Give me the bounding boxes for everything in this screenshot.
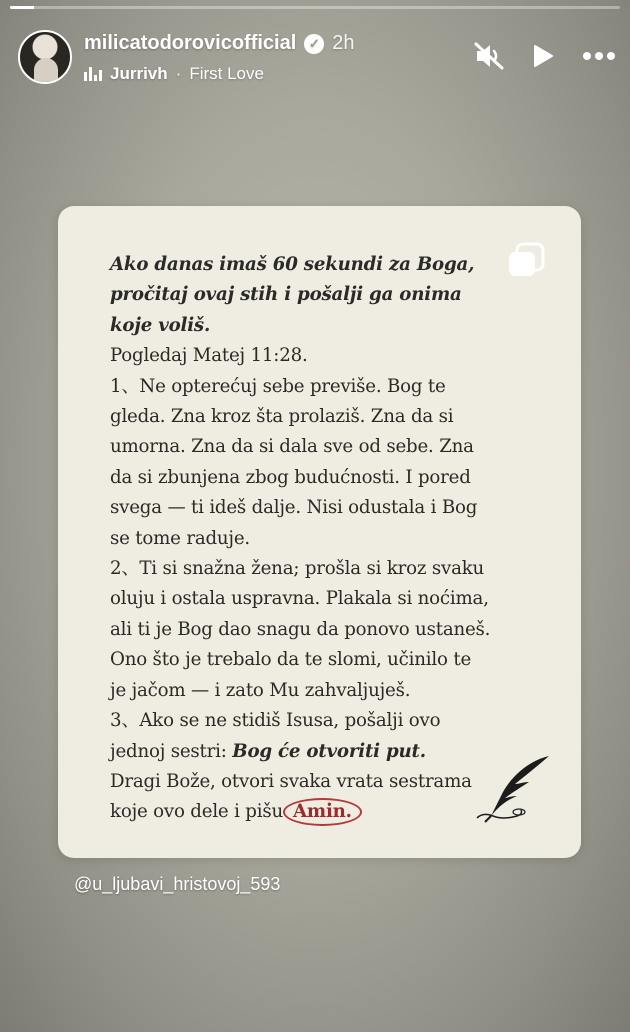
quote-line-text: je jačom — i zato Mu zahvaljuješ. (110, 679, 411, 701)
speaker-muted-icon[interactable] (474, 42, 504, 70)
quote-line (110, 645, 560, 675)
quote-line (110, 615, 560, 645)
quote-line (110, 432, 560, 462)
quote-line (110, 584, 560, 614)
quote-line-text: 2、Ti si snažna žena; prošla si kroz svaku (110, 558, 485, 580)
music-artist: Jurrivh (110, 64, 168, 83)
quote-emphasis: Bog će otvoriti put. (232, 740, 426, 762)
username[interactable]: milicatodorovicofficial (84, 32, 297, 54)
story-progress-fill (10, 6, 34, 9)
quote-line-text: jednoj sestri: (110, 740, 233, 762)
quote-line (110, 554, 560, 584)
quote-line (110, 524, 560, 554)
quote-line-text: Ako danas imaš 60 sekundi za Boga, (110, 254, 475, 275)
quill-pen-icon (473, 752, 553, 829)
quote-line-text: koje ovo dele i pišu (110, 801, 283, 823)
music-separator: · (175, 64, 182, 83)
user-line (84, 32, 355, 55)
quote-line (110, 311, 560, 341)
quote-line (110, 676, 560, 706)
avatar[interactable] (18, 30, 72, 84)
quote-line-text: Dragi Bože, otvori svaka vrata sestrama (110, 770, 472, 792)
quote-line (110, 493, 560, 523)
post-time: 2h (332, 32, 355, 54)
quote-text (110, 250, 560, 828)
quote-line-text: da si zbunjena zbog budućnosti. I pored (110, 466, 471, 488)
music-song: First Love (189, 64, 264, 83)
quote-line-text: svega — ti ideš dalje. Nisi odustala i Bog (110, 497, 478, 519)
quote-card (58, 206, 581, 858)
quote-line (110, 463, 560, 493)
story-controls (474, 42, 616, 70)
quote-line-text: Ono što je trebalo da te slomi, učinilo te (110, 649, 472, 671)
quote-line-text: oluju i ostala uspravna. Plakala si noćima, (110, 588, 489, 610)
quote-line-text: 1、Ne opterećuj sebe previše. Bog te (110, 375, 446, 397)
quote-line-text: koje voliš. (110, 314, 211, 336)
quote-line-text: Pogledaj Matej 11:28. (110, 345, 308, 367)
music-bars-icon (84, 67, 102, 81)
quote-line-text: pročitaj ovaj stih i pošalji ga onima (110, 284, 462, 306)
quote-line (110, 341, 560, 371)
quote-line (110, 706, 560, 736)
quote-line-text: se tome raduje. (110, 527, 251, 549)
amin-circled: Amin. (283, 798, 362, 826)
quote-line-text: umorna. Zna da si dala sve od sebe. Zna (110, 436, 474, 458)
quote-line-text: 3、Ako se ne stidiš Isusa, pošalji ovo (110, 710, 441, 732)
story-header (18, 28, 616, 88)
more-icon[interactable] (582, 51, 616, 61)
story-progress-bar (10, 6, 620, 9)
mention-tag[interactable]: @u_ljubavi_hristovoj_593 (74, 874, 281, 894)
quote-line (110, 372, 560, 402)
quote-line-text: gleda. Zna kroz šta prolaziš. Zna da si (110, 406, 454, 428)
quote-line-text: ali ti je Bog dao snagu da ponovo ustaneš. (110, 618, 491, 640)
quote-line (110, 402, 560, 432)
quote-line (110, 280, 560, 310)
music-info[interactable] (84, 64, 264, 84)
verified-badge-icon: ✓ (304, 34, 324, 54)
quote-line (110, 250, 560, 280)
play-icon[interactable] (532, 44, 554, 68)
